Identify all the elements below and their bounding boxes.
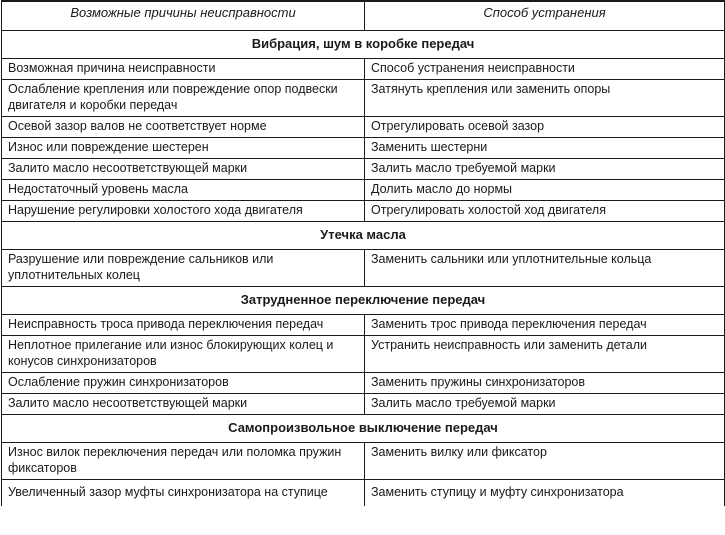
- section-row: [2, 415, 725, 443]
- fix-cell: Заменить вилку или фиксатор: [365, 443, 725, 480]
- fix-cell: Отрегулировать осевой зазор: [365, 117, 725, 138]
- table-row: [2, 315, 725, 336]
- section-title: Самопроизвольное выключение передач: [2, 415, 725, 443]
- table-row: [2, 250, 725, 287]
- cause-cell: Возможная причина неисправности: [2, 59, 365, 80]
- table-row: [2, 394, 725, 415]
- section-title: Затрудненное переключение передач: [2, 287, 725, 315]
- fix-cell: Устранить неисправность или заменить детали: [365, 336, 725, 373]
- fix-cell: Залить масло требуемой марки: [365, 394, 725, 415]
- table-row: [2, 138, 725, 159]
- cause-cell: Недостаточный уровень масла: [2, 180, 365, 201]
- fix-cell: Заменить шестерни: [365, 138, 725, 159]
- fix-cell: Долить масло до нормы: [365, 180, 725, 201]
- cause-cell: Неисправность троса привода переключения передач: [2, 315, 365, 336]
- table-row: [2, 373, 725, 394]
- cause-cell: Ослабление крепления или повреждение опор подвески двигателя и коробки передач: [2, 80, 365, 117]
- cause-cell: Залито масло несоответствующей марки: [2, 394, 365, 415]
- fix-cell: Затянуть крепления или заменить опоры: [365, 80, 725, 117]
- table-row: [2, 180, 725, 201]
- table-row: [2, 336, 725, 373]
- header-remedies: Способ устранения: [365, 1, 725, 31]
- cause-cell: Нарушение регулировки холостого хода двигателя: [2, 201, 365, 222]
- cause-cell: Ослабление пружин синхронизаторов: [2, 373, 365, 394]
- table-row: [2, 80, 725, 117]
- cause-cell: Залито масло несоответствующей марки: [2, 159, 365, 180]
- fix-cell: Способ устранения неисправности: [365, 59, 725, 80]
- fix-cell: Отрегулировать холостой ход двигателя: [365, 201, 725, 222]
- table-row: [2, 117, 725, 138]
- cause-cell: Увеличенный зазор муфты синхронизатора на ступице: [2, 480, 365, 507]
- cause-cell: Износ вилок переключения передач или поломка пружин фиксаторов: [2, 443, 365, 480]
- table-row: [2, 480, 725, 507]
- header-row: [2, 1, 725, 31]
- section-title: Вибрация, шум в коробке передач: [2, 31, 725, 59]
- table-row: [2, 201, 725, 222]
- table-row: [2, 159, 725, 180]
- cause-cell: Разрушение или повреждение сальников или уплотнительных колец: [2, 250, 365, 287]
- section-row: [2, 222, 725, 250]
- header-causes: Возможные причины неисправности: [2, 1, 365, 31]
- fix-cell: Заменить пружины синхронизаторов: [365, 373, 725, 394]
- fix-cell: Заменить сальники или уплотнительные кольца: [365, 250, 725, 287]
- table-row: [2, 443, 725, 480]
- cause-cell: Износ или повреждение шестерен: [2, 138, 365, 159]
- fix-cell: Заменить ступицу и муфту синхронизатора: [365, 480, 725, 507]
- cause-cell: Осевой зазор валов не соответствует норме: [2, 117, 365, 138]
- troubleshooting-table: [1, 0, 725, 506]
- section-row: [2, 287, 725, 315]
- cause-cell: Неплотное прилегание или износ блокирующих колец и конусов синхронизаторов: [2, 336, 365, 373]
- fix-cell: Заменить трос привода переключения передач: [365, 315, 725, 336]
- fix-cell: Залить масло требуемой марки: [365, 159, 725, 180]
- section-title: Утечка масла: [2, 222, 725, 250]
- section-row: [2, 31, 725, 59]
- table-row: [2, 59, 725, 80]
